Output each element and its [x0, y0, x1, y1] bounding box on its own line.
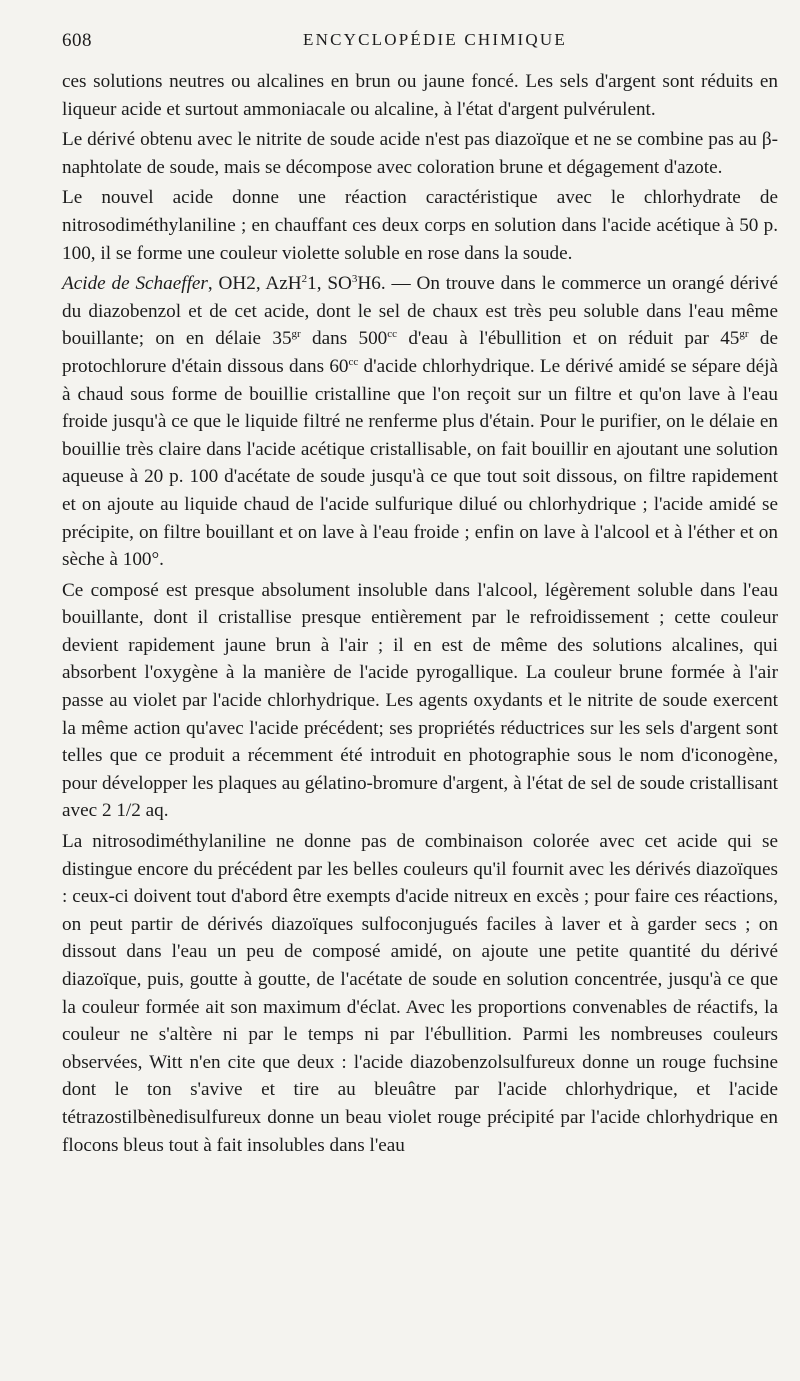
body-text [62, 68, 778, 1159]
paragraph: Le nouvel acide donne une réaction caractéristique avec le chlorhydrate de nitrosodiméthylaniline ; en chauffant ces deux corps en solution dans l'acide acétique à 50 p. 100, il se forme une couleur violette soluble en rose dans la soude. [62, 187, 778, 264]
running-title: ENCYCLOPÉDIE CHIMIQUE [303, 30, 567, 49]
page-header [62, 30, 778, 56]
paragraph: Ce composé est presque absolument insoluble dans l'alcool, légèrement soluble dans l'eau bouillante, dont il cristallise presque entièrement par le refroidissement ; cette couleur devient rapidement jaune brun à l'air ; il en est de même des solutions alcalines, qui absorbent l'oxygène à la manière de l'acide pyrogallique. La couleur brune formée à l'air passe au violet par l'acide chlorhydrique. Les agents oxydants et le nitrite de soude exercent la même action qu'avec l'acide précédent; ses propriétés réductrices sur les sels d'argent sont telles que ce produit a récemment été introduit en photographie sous le nom d'iconogène, pour développer les plaques au gélatino-bromure d'argent, à l'état de sel de soude cristallisant avec 2 1/2 aq. [62, 579, 778, 822]
paragraph: Acide de Schaeffer, OH2, AzH$^2$1, $SO^3H6$. — On trouve dans le commerce un orangé dérivé du diazobenzol et de cet acide, dont le sel de chaux est très peu soluble dans l'eau même bouillante; on en délaie $35^{gr}$ dans $500^{cc}$ d'eau à l'ébullition et on réduit par $45^{gr}$ de protochlorure d'étain dissous dans $60^{cc}$ d'acide chlorhydrique. Le dérivé amidé se sépare déjà à chaud sous forme de bouillie cristalline que l'on reçoit sur un filtre et qu'on lave à l'eau froide jusqu'à ce que le liquide filtré ne renferme plus d'étain. Pour le purifier, on le délaie en bouillie très claire dans l'acide acétique cristallisable, on fait bouillir en ajoutant une solution aqueuse à 20 p. 100 d'acétate de soude jusqu'à ce que tout soit dissous, on filtre rapidement et on ajoute au liquide chaud de l'acide sulfurique dilué ou chlorhydrique ; l'acide amidé se précipite, on filtre bouillant et on lave à l'eau froide ; enfin on lave à l'alcool et à l'éther et on sèche à 100°. [62, 273, 779, 571]
paragraph: Le dérivé obtenu avec le nitrite de soude acide n'est pas diazoïque et ne se combine pas au β-naphtolate de soude, mais se décompose avec coloration brune et dégagement d'azote. [62, 129, 778, 178]
paragraph: ces solutions neutres ou alcalines en brun ou jaune foncé. Les sels d'argent sont réduits en liqueur acide et surtout ammoniacale ou alcaline, à l'état d'argent pulvérulent. [62, 71, 778, 120]
paragraph: La nitrosodiméthylaniline ne donne pas de combinaison colorée avec cet acide qui se distingue encore du précédent par les belles couleurs qu'il fournit avec les dérivés diazoïques : ceux-ci doivent tout d'abord être exempts d'acide nitreux en excès ; pour faire ces réactions, on peut partir de dérivés diazoïques sulfoconjugués faciles à laver et à garder secs ; on dissout dans l'eau un peu de composé amidé, on ajoute une petite quantité du dérivé diazoïque, puis, goutte à goutte, de l'acétate de soude en solution concentrée, jusqu'à ce que la couleur formée ait son maximum d'éclat. Avec les proportions convenables de réactifs, la couleur ne s'altère ni par le temps ni par l'ébullition. Parmi les nombreuses couleurs observées, Witt n'en cite que deux : l'acide diazobenzolsulfureux donne un rouge fuchsine dont le ton s'avive et tire au bleuâtre par l'acide chlorhydrique, et l'acide tétrazostilbènedisulfureux donne un beau violet rouge précipité par l'acide chlorhydrique en flocons bleus tout à fait insolubles dans l'eau [62, 831, 778, 1156]
page-number: 608 [62, 30, 92, 51]
